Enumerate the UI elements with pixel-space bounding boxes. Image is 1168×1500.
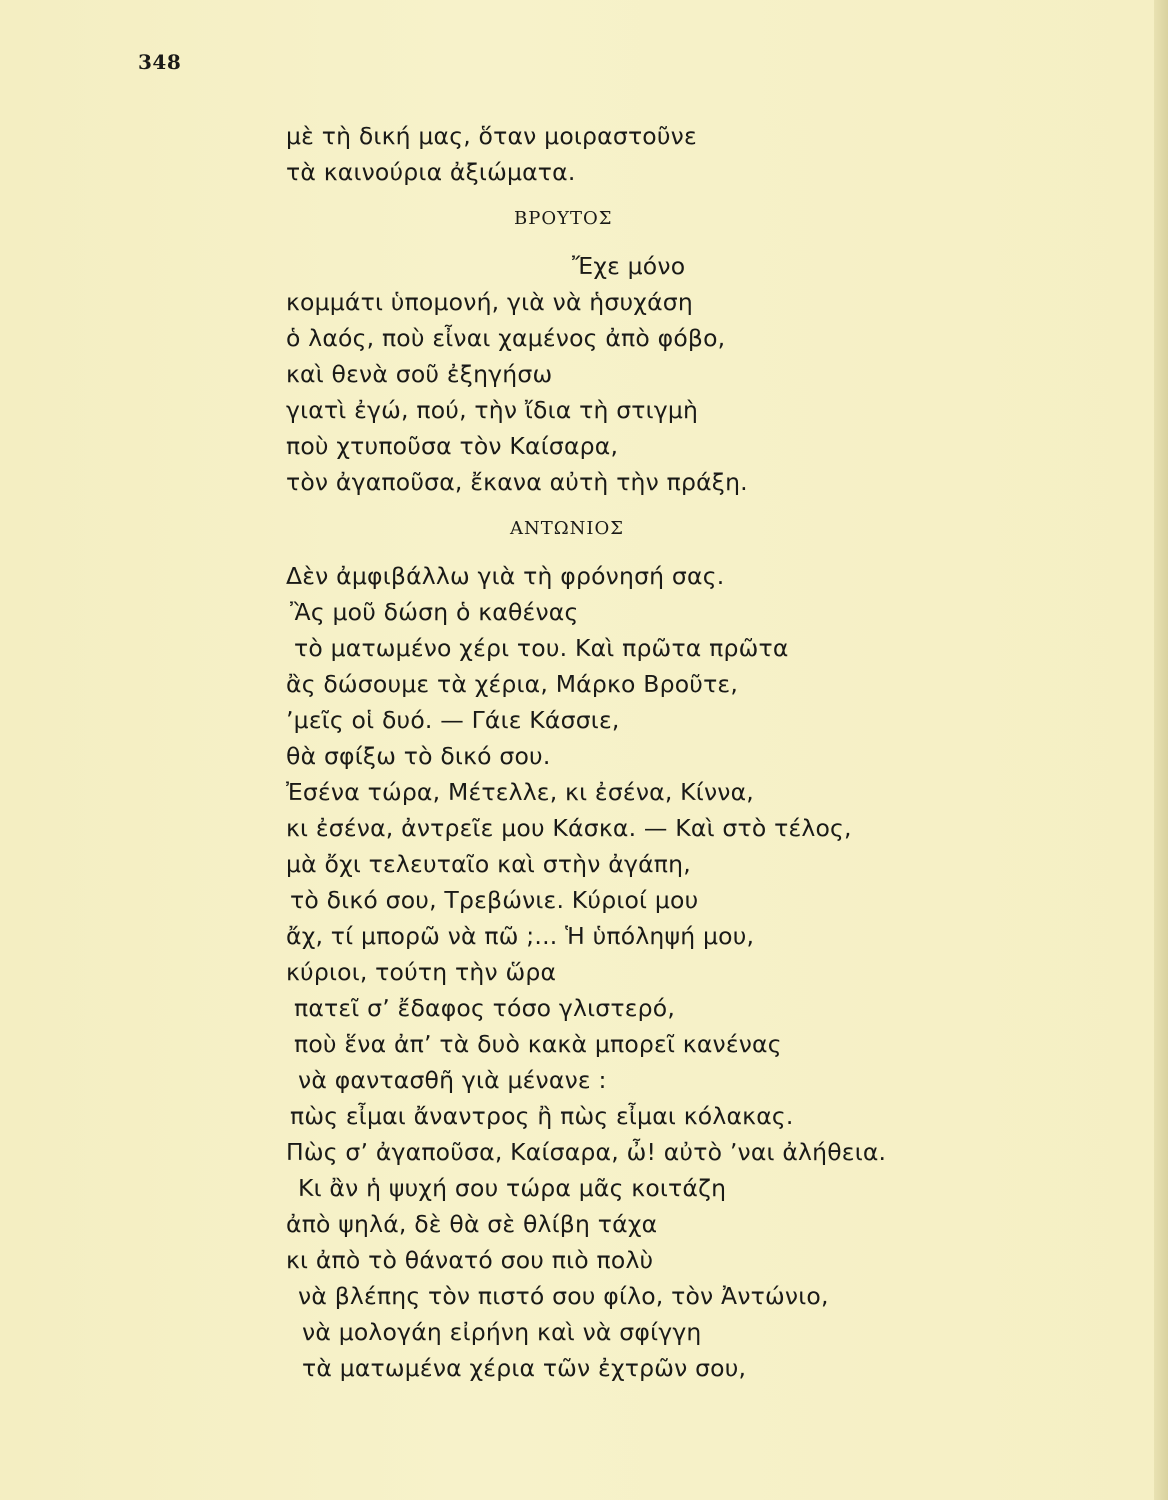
text-line: πατεῖ σʼ ἔδαφος τόσο γλιστερό, bbox=[294, 994, 676, 1022]
speaker-name-brutus: ΒΡΟΥΤΟΣ bbox=[514, 208, 613, 229]
text-line: τὰ καινούρια ἀξιώματα. bbox=[286, 158, 576, 186]
text-line: μὰ ὄχι τελευταῖο καὶ στὴν ἀγάπη, bbox=[286, 850, 691, 878]
text-line: ποὺ χτυποῦσα τὸν Καίσαρα, bbox=[286, 432, 619, 460]
text-line: θὰ σφίξω τὸ δικό σου. bbox=[286, 742, 551, 770]
text-line: Κι ἂν ἡ ψυχή σου τώρα μᾶς κοιτάζη bbox=[298, 1174, 727, 1202]
text-line: μὲ τὴ δική μας, ὅταν μοιραστοῦνε bbox=[286, 122, 697, 150]
text-line: καὶ θενὰ σοῦ ἐξηγήσω bbox=[286, 360, 553, 388]
text-line: τὸν ἀγαποῦσα, ἔκανα αὐτὴ τὴν πράξη. bbox=[286, 468, 748, 496]
text-line: κι ἐσένα, ἀντρεῖε μου Κάσκα. — Καὶ στὸ τέλος, bbox=[286, 814, 852, 842]
text-line: ὁ λαός, ποὺ εἶναι χαμένος ἀπὸ φόβο, bbox=[286, 324, 726, 352]
text-line: τὸ ματωμένο χέρι του. Καὶ πρῶτα πρῶτα bbox=[294, 634, 789, 662]
text-line: νὰ μολογάη εἰρήνη καὶ νὰ σφίγγη bbox=[302, 1318, 702, 1346]
text-line: Ἔχε μόνο bbox=[572, 252, 686, 280]
text-line: κομμάτι ὑπομονή, γιὰ νὰ ἡσυχάση bbox=[286, 288, 693, 316]
text-line: ἂς δώσουμε τὰ χέρια, Μάρκο Βροῦτε, bbox=[286, 670, 739, 698]
text-line: τὸ δικό σου, Τρεβώνιε. Κύριοί μου bbox=[290, 886, 699, 914]
text-line: κύριοι, τούτη τὴν ὥρα bbox=[286, 958, 557, 986]
text-line: Ἂς μοῦ δώση ὁ καθένας bbox=[290, 598, 579, 626]
text-line: πὼς εἶμαι ἄναντρος ἢ πὼς εἶμαι κόλακας. bbox=[290, 1102, 794, 1130]
speaker-name-antonius: ΑΝΤΩΝΙΟΣ bbox=[510, 518, 625, 539]
page-edge-shadow bbox=[1154, 0, 1168, 1500]
text-line: τὰ ματωμένα χέρια τῶν ἐχτρῶν σου, bbox=[302, 1354, 747, 1382]
text-line: ʼμεῖς οἱ δυό. — Γάιε Κάσσιε, bbox=[286, 706, 620, 734]
text-line: γιατὶ ἐγώ, πού, τὴν ἴδια τὴ στιγμὴ bbox=[286, 396, 699, 424]
text-line: Ἐσένα τώρα, Μέτελλε, κι ἐσένα, Κίννα, bbox=[286, 778, 754, 806]
text-line: νὰ φαντασθῆ γιὰ μένανε : bbox=[298, 1066, 607, 1094]
text-line: ἀπὸ ψηλά, δὲ θὰ σὲ θλίβη τάχα bbox=[286, 1210, 658, 1238]
text-line: ἄχ, τί μπορῶ νὰ πῶ ;... Ἡ ὑπόληψή μου, bbox=[286, 922, 755, 950]
text-line: νὰ βλέπης τὸν πιστό σου φίλο, τὸν Ἀντώνιο, bbox=[298, 1282, 829, 1310]
play-text bbox=[286, 118, 1146, 1386]
text-line: Πὼς σʼ ἀγαποῦσα, Καίσαρα, ὦ! αὐτὸ ʼναι ἀλήθεια. bbox=[286, 1138, 887, 1166]
page-number: 348 bbox=[138, 50, 182, 74]
text-line: κι ἀπὸ τὸ θάνατό σου πιὸ πολὺ bbox=[286, 1246, 654, 1274]
text-line: ποὺ ἕνα ἀπʼ τὰ δυὸ κακὰ μπορεῖ κανένας bbox=[294, 1030, 782, 1058]
text-line: Δὲν ἀμφιβάλλω γιὰ τὴ φρόνησή σας. bbox=[286, 562, 725, 590]
